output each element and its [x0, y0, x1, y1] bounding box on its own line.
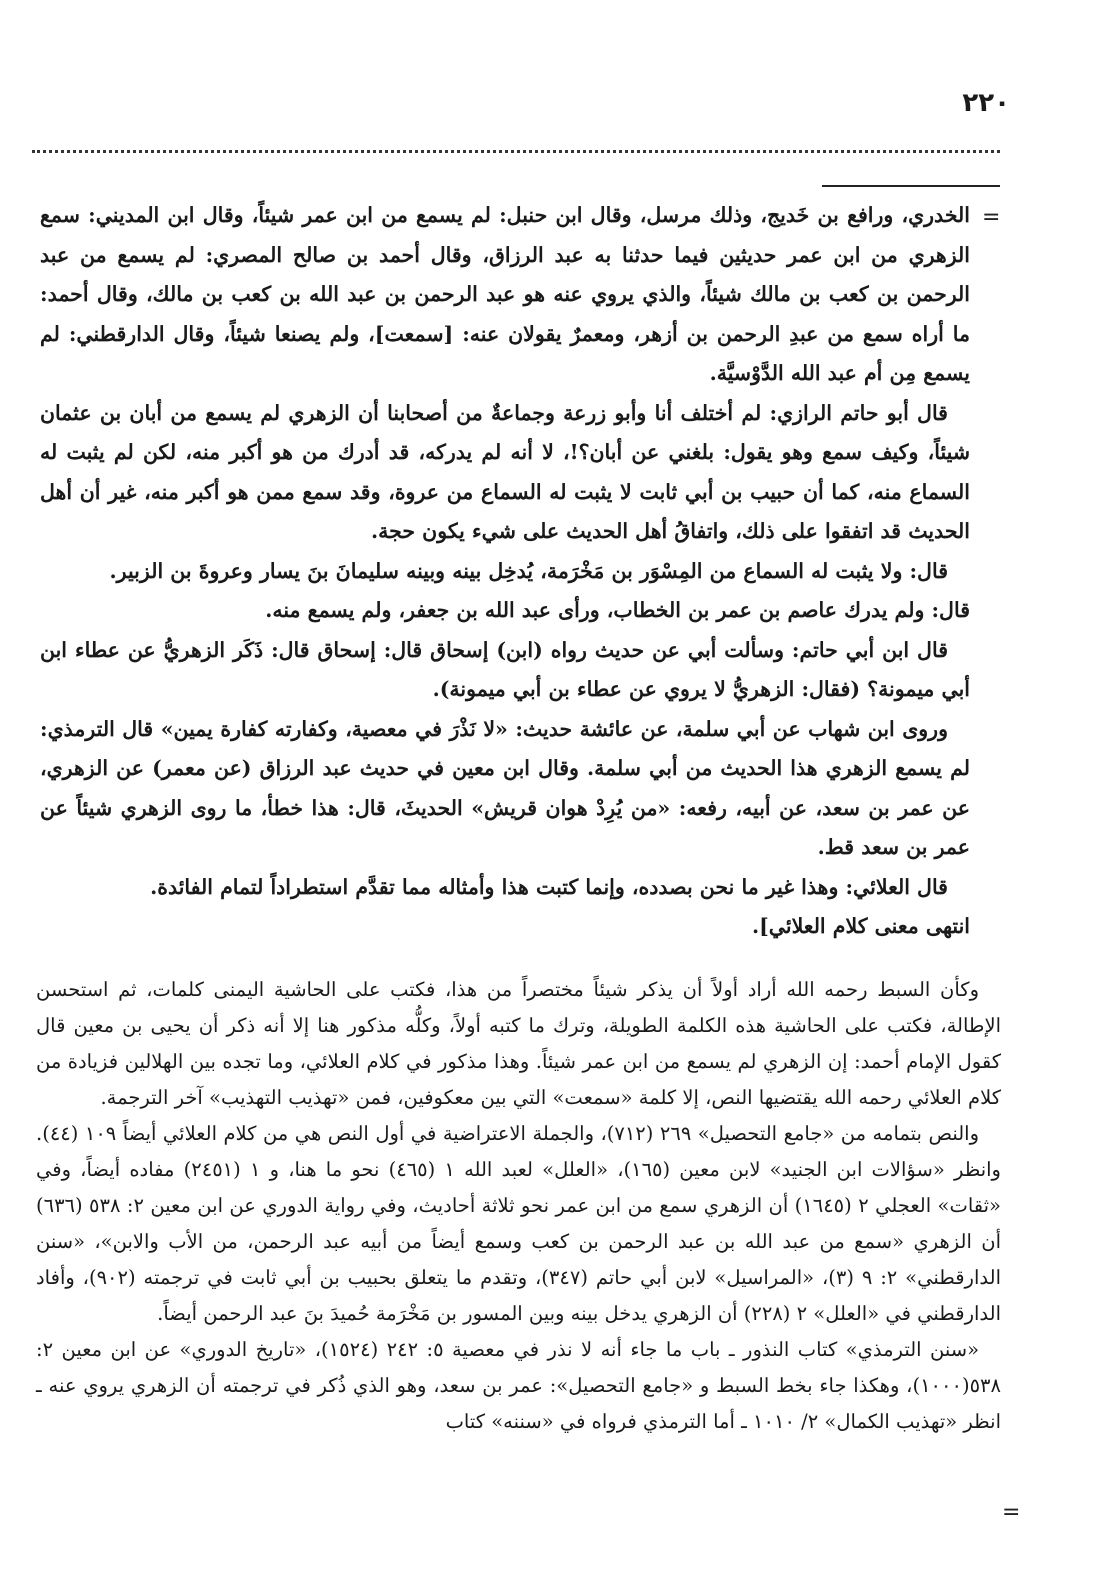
paragraph: «سنن الترمذي» كتاب النذور ـ باب ما جاء أنه لا نذر في معصية ٥: ٢٤٢ (١٥٢٤)، «تاريخ الدوري» عن ابن معين ٢: ٥٣٨(١٠٠٠)، وهكذا جاء بخط السبط و «جامع التحصيل»: عمر بن سعد، وهو الذي ذُكر في ترجمته أن الزهري يروي عنه ـ انظر «تهذيب الكمال» ٢/ ١٠١٠ ـ أما الترمذي فرواه في «سننه» كتاب: [36, 1338, 1001, 1433]
paragraph: وروى ابن شهاب عن أبي سلمة، عن عائشة حديث: «لا نَذْرَ في معصية، وكفارته كفارة يمين» قال الترمذي: لم يسمع الزهري هذا الحديث من أبي سلمة. وقال ابن معين في حديث عبد الرزاق (عن معمر) عن الزهري، عن عمر بن سعد، عن أبيه، رفعه: «من يُرِدْ هوان قريش» الحديثَ، قال: هذا خطأ، ما روى الزهري شيئاً عن عمر بن سعد قط.: [40, 716, 970, 859]
page-number: ٢٢٠: [962, 88, 1010, 118]
dotted-separator: [32, 150, 1000, 153]
continuation-mark-top: =: [982, 205, 1001, 230]
paragraph: قال أبو حاتم الرازي: لم أختلف أنا وأبو زرعة وجماعةٌ من أصحابنا أن الزهري لم يسمع من أبان بن عثمان شيئاً، وكيف سمع وهو يقول: بلغني عن أبان؟!، لا أنه لم يدركه، قد أدرك من هو أكبر منه، لكن لم يثبت له السماع منه، كما أن حبيب بن أبي ثابت لا يثبت له السماع من عروة، وقد سمع ممن هو أكبر منه، غير أن أهل الحديث قد اتفقوا على ذلك، واتفاقُ أهل الحديث على شيء يكون حجة.: [40, 400, 970, 543]
continuation-mark-bottom: =: [1002, 1500, 1021, 1525]
paragraph: قال: ولا يثبت له السماع من المِسْوَر بن مَخْرَمة، يُدخِل بينه وبينه سليمانَ بنَ يسار وعروةَ بن الزبير.: [109, 558, 948, 583]
paragraph: وكأن السبط رحمه الله أراد أولاً أن يذكر شيئاً مختصراً من هذا، فكتب على الحاشية اليمنى كلمات، ثم استحسن الإطالة، فكتب على الحاشية هذه الكلمة الطويلة، وترك ما كتبه أولاً، وكلُّه مذكور هنا إلا أنه ذكر أن يحيى بن معين قال كقول الإمام أحمد: إن الزهري لم يسمع من ابن عمر شيئاً. وهذا مذكور في كلام العلائي، وما تجده بين الهلالين فزيادة من كلام العلائي رحمه الله يقتضيها النص، إلا كلمة «سمعت» التي بين معكوفين، فمن «تهذيب التهذيب» آخر الترجمة.: [36, 978, 1001, 1109]
paragraph: قال: ولم يدرك عاصم بن عمر بن الخطاب، ورأى عبد الله بن جعفر، ولم يسمع منه.: [265, 598, 970, 622]
quoted-text-block: [40, 196, 970, 947]
paragraph: قال ابن أبي حاتم: وسألت أبي عن حديث رواه (ابن) إسحاق قال: إسحاق قال: ذَكَر الزهريُّ عن عطاء ابن أبي ميمونة؟ (فقال: الزهريُّ لا يروي عن عطاء بن أبي ميمونة).: [40, 637, 970, 701]
paragraph: قال العلائي: وهذا غير ما نحن بصدده، وإنما كتبت هذا وأمثاله مما تقدَّم استطراداً لتمام الفائدة.: [150, 874, 948, 899]
footnote-rule: [822, 185, 1000, 187]
paragraph: والنص بتمامه من «جامع التحصيل» ٢٦٩ (٧١٢)، والجملة الاعتراضية في أول النص هي من كلام العلائي أيضاً ١٠٩ (٤٤). وانظر «سؤالات ابن الجنيد» لابن معين (١٦٥)، «العلل» لعبد الله ١ (٤٦٥) نحو ما هنا، و ١ (٢٤٥١) مفاده أيضاً، وفي «ثقات» العجلي ٢ (١٦٤٥) أن الزهري سمع من ابن عمر نحو ثلاثة أحاديث، وفي رواية الدوري عن ابن معين ٢: ٥٣٨ (٦٣٦) أن الزهري «سمع من عبد الله بن عبد الرحمن بن كعب وسمع أيضاً من أبيه عبد الرحمن، من الأب والابن»، «سنن الدارقطني» ٢: ٩ (٣)، «المراسيل» لابن أبي حاتم (٣٤٧)، وتقدم ما يتعلق بحبيب بن أبي ثابت في ترجمته (٩٠٢)، وأفاد الدارقطني في «العلل» ٢ (٢٢٨) أن الزهري يدخل بينه وبين المسور بن مَخْرَمة حُميدَ بنَ عبد الرحمن أيضاً.: [36, 1122, 1001, 1325]
paragraph: الخدري، ورافع بن خَديج، وذلك مرسل، وقال ابن حنبل: لم يسمع من ابن عمر شيئاً، وقال ابن المديني: سمع الزهري من ابن عمر حديثين فيما حدثنا به عبد الرزاق، وقال أحمد بن صالح المصري: لم يسمع من عبد الرحمن بن كعب بن مالك شيئاً، والذي يروي عنه هو عبد الرحمن بن عبد الله بن كعب بن مالك، وقال أحمد: ما أراه سمع من عبدِ الرحمن بن أزهر، ومعمرٌ يقولان عنه: [سمعت]، ولم يصنعا شيئاً، وقال الدارقطني: لم يسمع مِن أم عبد الله الدَّوْسيَّة.: [40, 203, 970, 385]
paragraph: انتهى معنى كلام العلائي].: [751, 914, 970, 938]
commentary-block: [36, 972, 1001, 1440]
